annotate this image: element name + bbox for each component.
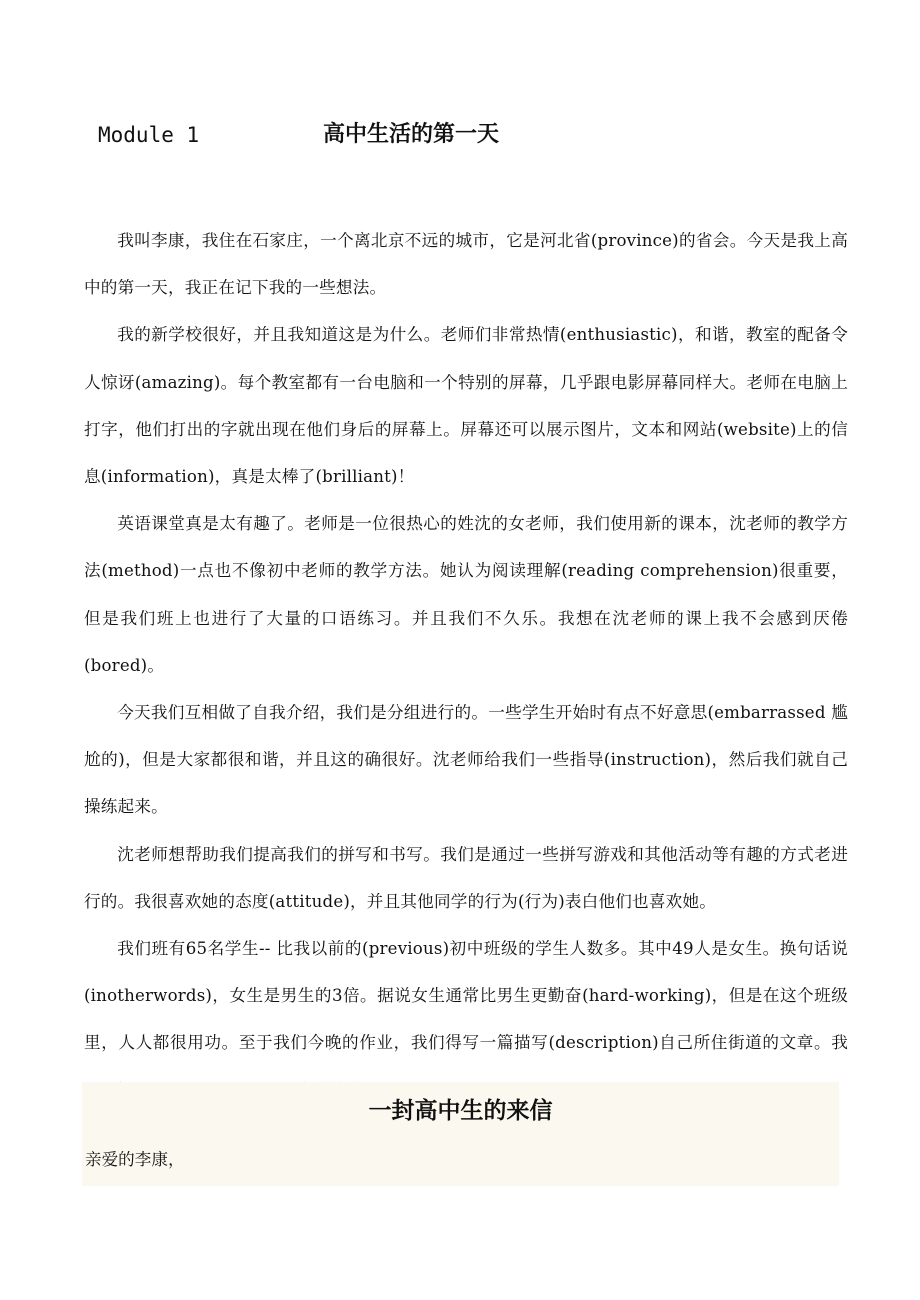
paragraph-intro: 我叫李康，我住在石家庄，一个离北京不远的城市，它是河北省(province)的省会。今天是我上高中的第一天，我正在记下我的一些想法。 <box>84 231 848 298</box>
paragraph-introductions: 今天我们互相做了自我介绍，我们是分组进行的。一些学生开始时有点不好意思(embarrassed 尴尬的)，但是大家都很和谐，并且这的确很好。沈老师给我们一些指导(instruction)，然后我们就自己操练起来。 <box>84 703 848 817</box>
module-title <box>98 118 858 152</box>
paragraph-class-size: 我们班有65名学生-- 比我以前的(previous)初中班级的学生人数多。其中49人是女生。换句话说(inotherwords)，女生是男生的3倍。据说女生通常比男生更勤奋(hard-working)，但是在这个班级里，人人都很用功。至于我们今晚的作业，我们得写一篇描写(description)自己所住街道的文章。我 <box>84 939 848 1053</box>
paragraph-spelling: 沈老师想帮助我们提高我们的拼写和书写。我们是通过一些拼写游戏和其他活动等有趣的方式老进行的。我很喜欢她的态度(attitude)，并且其他同学的行为(行为)表白他们也喜欢她。 <box>84 844 848 911</box>
letter-greeting: 亲爱的李康， <box>85 1150 185 1169</box>
paragraph-school: 我的新学校很好，并且我知道这是为什么。老师们非常热情(enthusiastic)，和谐，教室的配备令人惊讶(amazing)。每个教室都有一台电脑和一个特别的屏幕，几乎跟电影屏幕同样大。老师在电脑上打字，他们打出的字就出现在他们身后的屏幕上。屏幕还可以展示图片，文本和网站(website)上的信息(information)，真是太棒了(brilliant)！ <box>84 325 848 487</box>
article-body <box>84 217 848 1114</box>
module-label: Module 1 <box>98 123 200 147</box>
paragraph-english-class: 英语课堂真是太有趣了。老师是一位很热心的姓沈的女老师，我们使用新的课本，沈老师的教学方法(method)一点也不像初中老师的教学方法。她认为阅读理解(reading comprehension)很重要，但是我们班上也进行了大量的口语练习。并且我们不久乐。我想在沈老师的课上我不会感到厌倦(bored)。 <box>84 514 848 675</box>
letter-title: 一封高中生的来信 <box>368 1098 553 1124</box>
letter-section <box>82 1082 839 1186</box>
module-heading: 高中生活的第一天 <box>323 122 500 147</box>
